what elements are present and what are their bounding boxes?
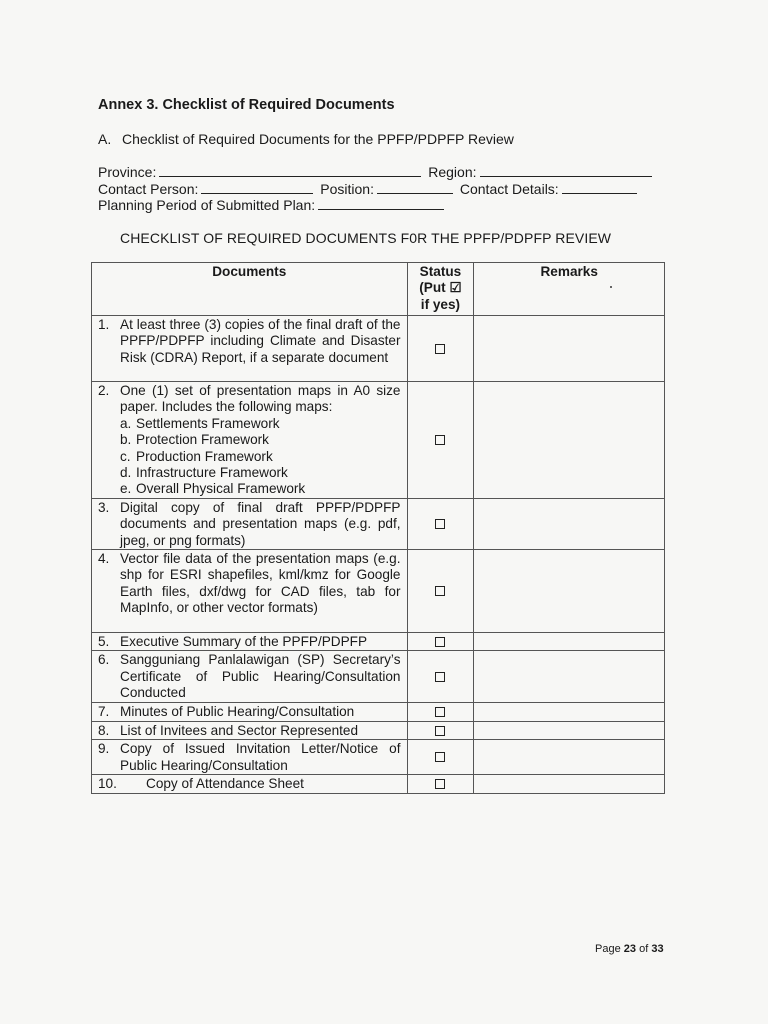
table-row [92,550,665,633]
item-text: Copy of Issued Invitation Letter/Notice of Public Hearing/Consultation [120,741,401,773]
section-letter: A. [98,131,112,147]
sub-item-text: Production Framework [136,448,273,464]
item-number: 7. [98,704,110,720]
status-checkbox[interactable] [435,344,445,354]
item-text: Executive Summary of the PPFP/PDPFP [120,634,368,650]
document-cell [92,382,408,499]
header-status-line3: if yes) [420,296,461,312]
header-documents: Documents [92,263,408,316]
checklist-table [91,262,665,794]
header-status-line2: (Put ☑ [419,280,462,296]
form-row-contact [98,181,668,198]
planning-period-label: Planning Period of Submitted Plan: [98,197,316,213]
item-number: 4. [98,551,110,567]
sub-item-text: Settlements Framework [136,415,280,431]
table-row [92,498,665,549]
remarks-cell[interactable] [474,703,665,721]
header-remarks [474,263,665,316]
page-title: Annex 3. Checklist of Required Documents [98,97,395,113]
item-number: 5. [98,634,110,650]
status-cell [407,498,474,549]
table-row [92,703,665,721]
sub-item [120,481,401,497]
page-current: 23 [623,943,637,955]
table-row [92,740,665,775]
status-checkbox[interactable] [435,779,445,789]
status-checkbox[interactable] [435,435,445,445]
sub-item-text: Protection Framework [136,432,269,448]
page-prefix: Page [595,943,621,955]
status-cell [407,550,474,633]
item-text: Minutes of Public Hearing/Consultation [120,704,355,720]
section-subtitle [98,131,514,147]
form-row-planning [98,197,668,214]
remarks-cell[interactable] [474,740,665,775]
remarks-cell[interactable] [474,651,665,703]
sub-item-letter: a. [120,415,132,431]
document-cell [92,633,408,651]
item-text: Copy of Attendance Sheet [146,776,304,792]
status-checkbox[interactable] [435,672,445,682]
remarks-cell[interactable] [474,550,665,633]
header-status-line1: Status [419,264,462,279]
province-label: Province: [98,164,157,180]
status-checkbox[interactable] [435,726,445,736]
status-cell [407,703,474,721]
status-checkbox[interactable] [435,519,445,529]
item-number: 2. [98,383,110,398]
region-field[interactable] [480,164,652,177]
table-row [92,633,665,651]
document-cell [92,316,408,382]
sub-item [120,416,401,432]
sub-item-text: Infrastructure Framework [136,465,288,481]
status-cell [407,651,474,703]
table-row [92,775,665,793]
province-field[interactable] [159,164,421,177]
status-checkbox[interactable] [435,707,445,717]
item-text: Sangguniang Panlalawigan (SP) Secretary’s Certificate of Public Hearing/Consultation Conducted [120,652,401,701]
page-of: of [639,943,649,955]
document-cell [92,498,408,549]
item-number: 1. [98,317,110,332]
info-form [98,164,668,214]
status-cell [407,316,474,382]
remarks-cell[interactable] [474,382,665,499]
checklist-heading: CHECKLIST OF REQUIRED DOCUMENTS F0R THE PPFP/PDPFP REVIEW [120,230,612,246]
status-cell [407,721,474,739]
item-number: 6. [98,652,110,668]
status-cell [407,775,474,793]
table-row [92,721,665,739]
item-number: 3. [98,499,110,515]
item-text: Vector file data of the presentation maps (e.g. shp for ESRI shapefiles, kml/kmz for Google Earth files, dxf/dwg for CAD files, tab for MapInfo, or other vector formats) [120,551,401,616]
position-field[interactable] [377,181,453,194]
item-text: List of Invitees and Sector Represented [120,722,359,738]
table-row [92,651,665,703]
remarks-cell[interactable] [474,721,665,739]
item-text: At least three (3) copies of the final draft of the PPFP/PDPFP including Climate and Disaster Risk (CDRA) Report, if a separate document [120,317,401,365]
document-cell [92,703,408,721]
sub-item [120,432,401,448]
document-cell [92,775,408,793]
document-cell [92,721,408,739]
document-cell [92,651,408,703]
sub-item [120,465,401,481]
sub-item [120,449,401,465]
remarks-cell[interactable] [474,633,665,651]
page-total: 33 [651,943,664,955]
section-subtitle-text: Checklist of Required Documents for the PPFP/PDPFP Review [122,131,514,147]
item-text: Digital copy of final draft PPFP/PDPFP documents and presentation maps (e.g. pdf, jpeg, or png formats) [120,499,401,548]
sub-item-letter: d. [120,465,132,481]
contact-details-field[interactable] [562,181,637,194]
table-row [92,382,665,499]
sub-item-text: Overall Physical Framework [136,481,306,497]
status-cell [407,633,474,651]
contact-details-label: Contact Details: [459,180,559,197]
header-status [407,263,474,316]
remarks-cell[interactable] [474,316,665,382]
remarks-cell[interactable] [474,775,665,793]
table-header-row [92,263,665,316]
header-remarks-text: Remarks [540,264,598,279]
item-number: 8. [98,722,110,738]
contact-person-label: Contact Person: [98,180,199,197]
position-label: Position: [320,180,374,197]
contact-person-field[interactable] [201,181,313,194]
planning-period-field[interactable] [318,197,444,210]
status-cell [407,740,474,775]
table-row [92,316,665,382]
speck-mark [610,286,612,288]
sub-item-letter: c. [120,448,131,464]
region-label: Region: [428,164,477,180]
item-number: 9. [98,741,110,757]
document-cell [92,740,408,775]
status-cell [407,382,474,499]
status-checkbox[interactable] [435,586,445,596]
status-checkbox[interactable] [435,637,445,647]
page-number [595,943,664,955]
sub-item-letter: b. [120,432,132,448]
item-text: One (1) set of presentation maps in A0 size paper. Includes the following maps: [120,383,401,415]
form-row-province [98,164,668,181]
status-checkbox[interactable] [435,752,445,762]
sub-item-letter: e. [120,481,132,497]
document-cell [92,550,408,633]
item-number: 10. [98,776,117,792]
remarks-cell[interactable] [474,498,665,549]
